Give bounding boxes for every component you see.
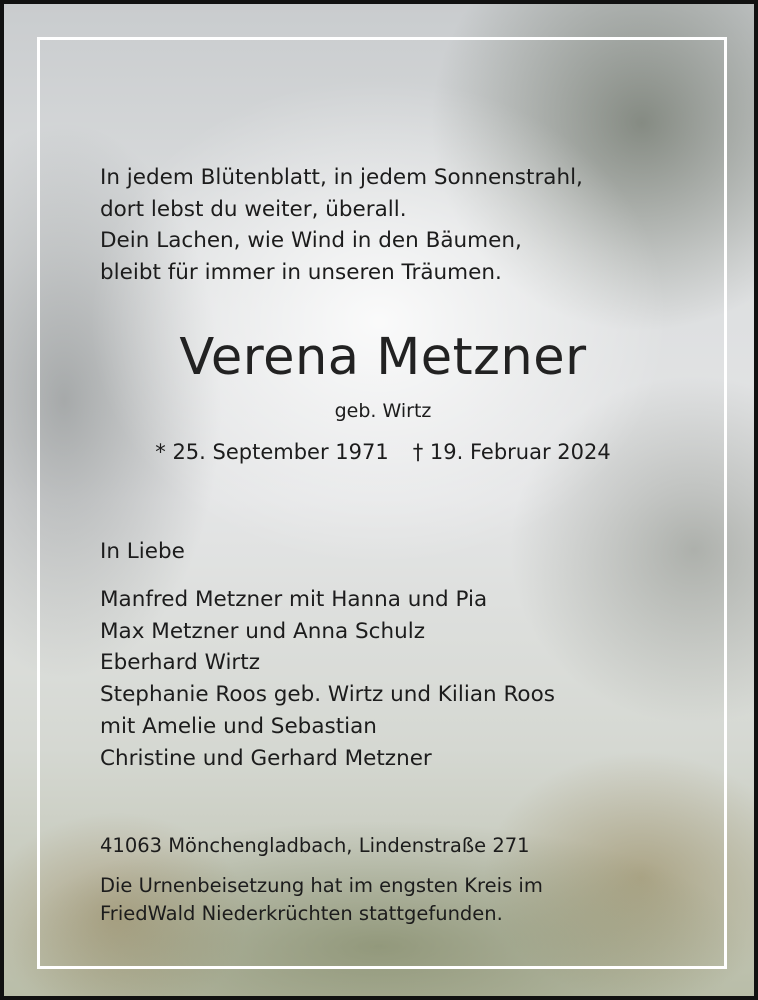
mourners-list xyxy=(100,584,720,774)
memorial-verse xyxy=(100,162,720,288)
remark-line: Die Urnenbeisetzung hat im engsten Kreis im xyxy=(100,874,543,897)
mourner-line: Christine und Gerhard Metzner xyxy=(100,745,432,771)
remark-line: FriedWald Niederkrüchten stattgefunden. xyxy=(100,902,503,925)
deceased-name: Verena Metzner xyxy=(179,328,587,387)
maiden-name: geb. Wirtz xyxy=(334,400,432,422)
death-date: † 19. Februar 2024 xyxy=(412,440,611,464)
mourner-line: Manfred Metzner mit Hanna und Pia xyxy=(100,587,488,612)
birth-date: * 25. September 1971 xyxy=(155,440,389,464)
mourners-heading: In Liebe xyxy=(100,539,185,564)
life-dates xyxy=(4,437,758,467)
mourner-line: Stephanie Roos geb. Wirtz und Kilian Roos xyxy=(100,682,555,708)
verse-line: Dein Lachen, wie Wind in den Bäumen, xyxy=(100,228,522,253)
burial-remark xyxy=(100,872,700,928)
mourner-line: mit Amelie und Sebastian xyxy=(100,713,377,739)
family-address: 41063 Mönchengladbach, Lindenstraße 271 xyxy=(100,834,530,857)
verse-line: bleibt für immer in unseren Träumen. xyxy=(100,259,502,285)
verse-line: dort lebst du weiter, überall. xyxy=(100,196,407,222)
verse-line: In jedem Blütenblatt, in jedem Sonnenstrahl, xyxy=(100,165,583,190)
mourner-line: Eberhard Wirtz xyxy=(100,650,260,676)
mourner-line: Max Metzner und Anna Schulz xyxy=(100,618,425,644)
